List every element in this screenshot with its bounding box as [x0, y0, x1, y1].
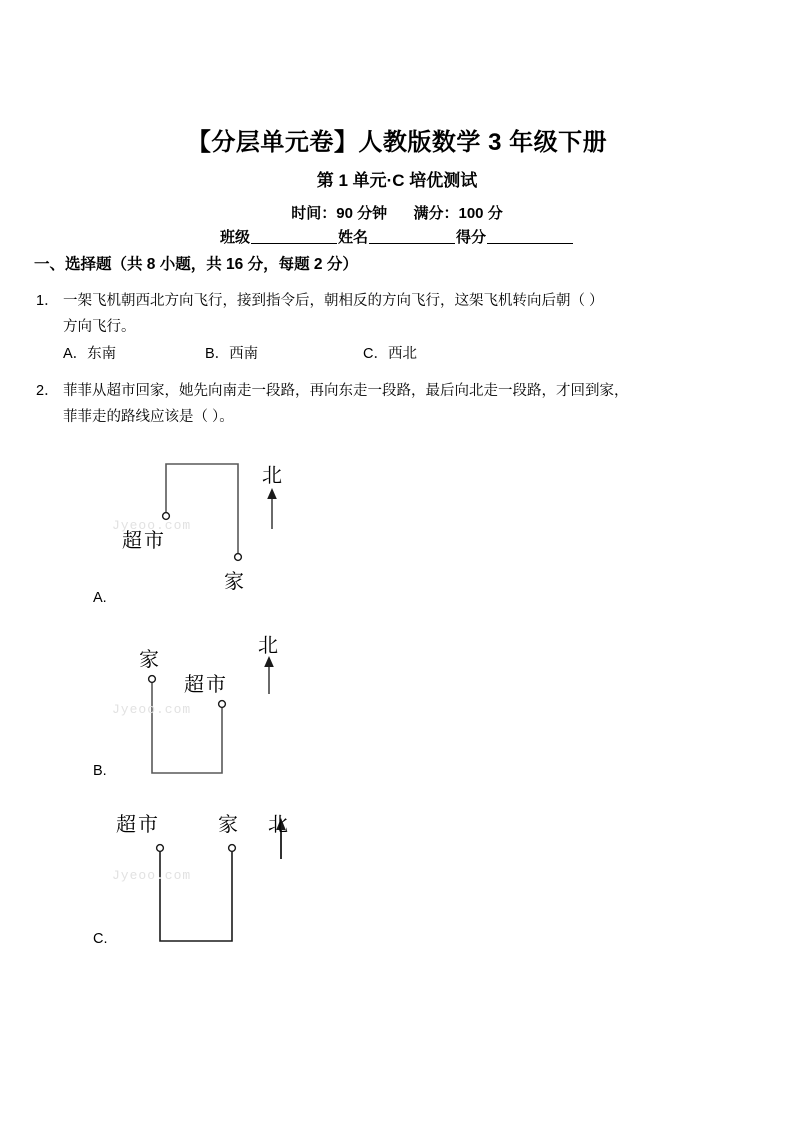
question-2-text-line1: 菲菲从超市回家，她先向南走一段路，再向东走一段路，最后向北走一段路，才回到家， [63, 383, 629, 399]
home-label-a: 家 [224, 571, 246, 593]
route-path-c [160, 848, 232, 941]
north-label-b: 北 [258, 635, 280, 657]
question-1-text-line1: 一架飞机朝西北方向飞行，接到指令后，朝相反的方向飞行，这架飞机转向后朝（ ） [63, 293, 604, 309]
route-diagram-b [80, 632, 380, 802]
home-label-c: 家 [218, 814, 240, 836]
time-limit-label: 时间：90 分钟 [291, 205, 388, 222]
question-1 [36, 288, 766, 340]
watermark: Jyeoo.com [112, 868, 192, 883]
north-label-a: 北 [262, 465, 284, 487]
supermarket-node-c [157, 845, 164, 852]
watermark: Jyeoo.com [112, 702, 192, 717]
choice-b-key: B． [205, 346, 230, 362]
option-letter-b[interactable]: B. [93, 763, 107, 779]
home-label-b: 家 [139, 649, 161, 671]
choice-c-text: 西北 [387, 346, 417, 362]
section-heading: 一、选择题（共 8 小题，共 16 分，每题 2 分） [34, 256, 358, 273]
question-1-number: 1． [36, 293, 59, 309]
total-score-label: 满分：100 分 [413, 205, 503, 222]
supermarket-label-b: 超市 [184, 674, 228, 696]
route-path-a [166, 464, 238, 557]
choice-c-key: C． [363, 346, 388, 362]
question-1-text-line2: 方向飞行。 [63, 319, 136, 335]
exam-meta [0, 202, 794, 223]
choice-a-key: A． [63, 346, 88, 362]
choice-b[interactable] [205, 342, 258, 363]
supermarket-label-c: 超市 [116, 814, 160, 836]
score-field-blank[interactable] [487, 243, 573, 244]
class-field-label: 班级 [219, 229, 250, 246]
north-label-c: 北 [268, 814, 290, 836]
question-2 [36, 378, 766, 430]
choice-c[interactable] [363, 342, 417, 363]
question-2-option-c-diagram[interactable] [80, 802, 380, 972]
choice-a-text: 东南 [87, 346, 117, 362]
question-2-option-b-diagram[interactable] [80, 632, 380, 802]
choice-a[interactable] [63, 342, 116, 363]
name-field-blank[interactable] [369, 243, 455, 244]
home-node-b [149, 676, 156, 683]
student-fields [0, 226, 794, 247]
watermark: Jyeoo.com [112, 518, 192, 533]
option-letter-c[interactable]: C. [93, 931, 108, 947]
home-node-c [229, 845, 236, 852]
page-subtitle: 第 1 单元·C 培优测试 [316, 171, 478, 190]
north-arrow-head-a [267, 488, 277, 499]
question-2-option-a-diagram[interactable] [80, 452, 380, 622]
page-title: 【分层单元卷】人教版数学 3 年级下册 [186, 129, 608, 156]
score-field-label: 得分 [456, 229, 487, 246]
choice-b-text: 西南 [229, 346, 259, 362]
supermarket-node-b [219, 701, 226, 708]
class-field-blank[interactable] [251, 243, 337, 244]
home-node-a [235, 554, 242, 561]
option-letter-a[interactable]: A. [93, 590, 107, 606]
supermarket-label-a: 超市 [122, 530, 166, 552]
question-2-number: 2． [36, 383, 59, 399]
name-field-label: 姓名 [337, 229, 368, 246]
question-2-text-line2: 菲菲走的路线应该是（ ）。 [63, 409, 234, 425]
